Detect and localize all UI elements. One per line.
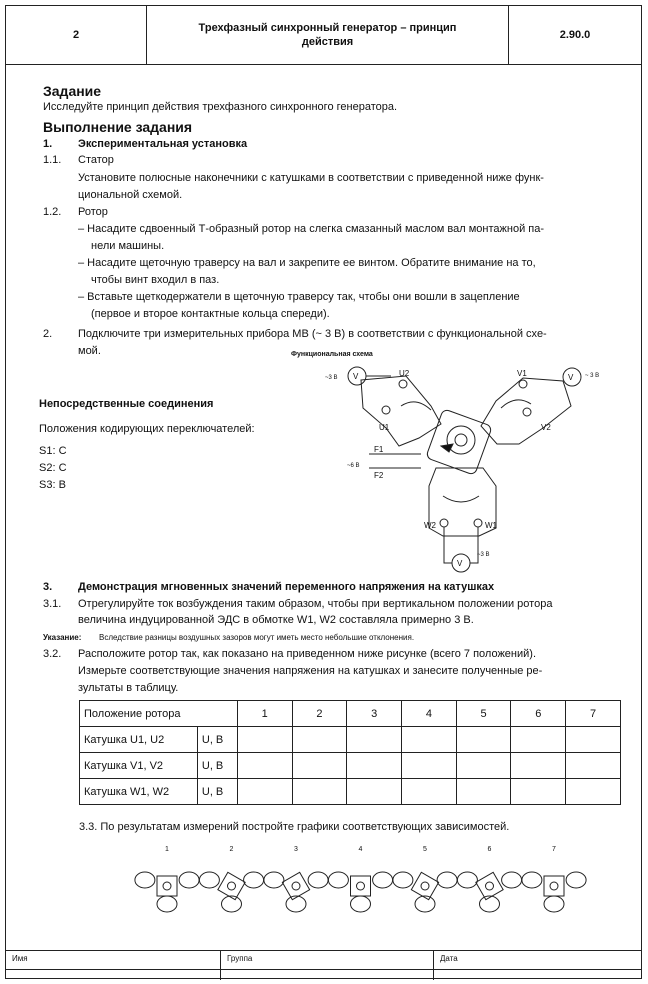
pole-v [481,378,571,444]
switch-caption: Положения кодирующих переключателей: [39,423,255,435]
worksheet-page [5,5,642,979]
pole-u [361,376,441,446]
section-1-number: 1. [43,138,53,150]
table-col-header: 7 [566,701,621,727]
table-col-header: 2 [292,701,347,727]
measurement-table [79,700,621,805]
label-w2: W2 [424,521,436,530]
rotor-step-3: – Вставьте щеткодержатели в щеточную траверсу так, чтобы они вошли в зацепление [78,291,520,303]
page-header [6,6,641,65]
rotor-position-number: 6 [487,846,492,853]
rotor-position-number: 4 [358,846,363,853]
section-2-text-cont: мой. [78,345,101,357]
table-cell[interactable] [347,727,402,753]
table-cell[interactable] [292,779,347,805]
voltmeter-right [563,368,599,386]
table-cell[interactable] [402,753,457,779]
rotor-position-figure [135,846,199,912]
rotor-position-number: 5 [423,846,427,853]
footer-name-field[interactable] [6,970,221,980]
section-3-2-text-end: зультаты в таблицу. [78,682,179,694]
table-cell[interactable] [292,727,347,753]
rotor-position-number: 3 [294,846,298,853]
lesson-title: Трехфазный синхронный генератор – принцип действия [147,6,509,64]
field-leads [369,454,421,468]
label-f2: F2 [374,471,384,480]
section-3-1-number: 3.1. [43,598,62,610]
footer-name-label: Имя [6,951,221,969]
rotor-position-figure [264,846,328,912]
table-cell[interactable] [237,727,292,753]
table-cell[interactable] [347,779,402,805]
row-unit: U, В [197,753,237,779]
table-cell[interactable] [237,753,292,779]
switch-s2: S2: C [39,462,67,474]
rotor-step-1-cont: нели машины. [91,240,165,252]
section-3-1-text: Отрегулируйте ток возбуждения таким образом, чтобы при вертикальном положении ротора [78,598,553,610]
table-cell[interactable] [347,753,402,779]
table-cell[interactable] [566,727,621,753]
table-cell[interactable] [566,779,621,805]
table-row [80,753,621,779]
row-label: Катушка U1, U2 [80,727,198,753]
footer-date-field[interactable] [434,970,641,980]
table-col-header: 4 [402,701,457,727]
table-cell[interactable] [511,753,566,779]
voltmeter-left [325,367,391,385]
table-header-row [80,701,621,727]
table-cell[interactable] [402,727,457,753]
rotor [426,409,493,476]
row-label: Катушка V1, V2 [80,753,198,779]
section-3-2-text: Расположите ротор так, как показано на приведенном ниже рисунке (всего 7 положений). [78,648,537,660]
table-col-header: 6 [511,701,566,727]
footer-date-label: Дата [440,954,458,963]
row-unit: U, В [197,727,237,753]
note-label: Указание: [43,633,82,642]
rotor-step-3-cont: (первое и второе контактные кольца спереди). [91,308,330,320]
table-cell[interactable] [456,753,511,779]
table-col-header: 5 [456,701,511,727]
rotor-step-1: – Насадите сдвоенный Т-образный ротор на слегка смазанный маслом вал монтажной па- [78,223,545,235]
rotor-position-figure [522,846,586,912]
svg-text:V: V [568,373,574,382]
section-2-text: Подключите три измерительных прибора МВ (~ 3 В) в соответствии с функциональной схе- [78,328,547,340]
section-1-1-number: 1.1. [43,154,62,166]
label-v1: V1 [517,369,527,378]
label-u1: U1 [379,423,390,432]
svg-text:V: V [457,559,463,568]
rotor-position-figure [199,846,263,912]
rotor-position-figure [393,846,457,912]
svg-text:V: V [353,372,359,381]
rotor-position-figure [457,846,521,912]
table-cell[interactable] [456,727,511,753]
section-1-title: Экспериментальная установка [78,138,248,150]
table-cell[interactable] [511,779,566,805]
rotor-position-number: 7 [552,846,556,853]
label-u2: U2 [399,369,410,378]
lesson-code: 2.90.0 [559,29,591,41]
table-col-header: 3 [347,701,402,727]
section-3-1-text-cont: величина индуцированной ЭДС в обмотке W1, W2 составляла примерно 3 В. [78,614,474,626]
section-1-1-title: Статор [78,154,114,166]
table-cell[interactable] [402,779,457,805]
section-3-number: 3. [43,581,53,593]
section-2-number: 2. [43,328,53,340]
task-text: Исследуйте принцип действия трехфазного синхронного генератора. [43,101,398,113]
rotor-position-number: 2 [229,846,234,853]
section-1-2-number: 1.2. [43,206,62,218]
table-col-header: 1 [237,701,292,727]
page-footer [6,950,641,979]
lesson-number: 2 [6,6,147,64]
table-cell[interactable] [456,779,511,805]
field-voltage-label: ~6 В [347,463,360,469]
label-w1: W1 [485,521,497,530]
execution-heading: Выполнение задания [43,119,193,135]
table-row [80,727,621,753]
switch-s3: S3: B [39,479,66,491]
svg-text:~3 В: ~3 В [477,552,490,558]
diagram-title: Функциональная схема [291,351,373,358]
section-1-1-text-cont: циональной схемой. [78,189,183,201]
rotor-step-2: – Насадите щеточную траверсу на вал и закрепите ее винтом. Обратите внимание на то, [78,257,536,269]
svg-text:~ 3 В: ~ 3 В [585,373,600,379]
label-f1: F1 [374,445,384,454]
table-cell[interactable] [237,779,292,805]
table-cell[interactable] [566,753,621,779]
footer-group-field[interactable] [221,970,434,980]
table-row [80,779,621,805]
table-cell[interactable] [292,753,347,779]
switch-s1: S1: C [39,445,67,457]
section-3-3-text: 3.3. По результатам измерений постройте графики соответствующих зависимостей. [79,821,510,833]
label-v2: V2 [541,423,551,432]
row-label: Катушка W1, W2 [80,779,198,805]
rotor-step-2-cont: чтобы винт входил в паз. [91,274,220,286]
section-3-title: Демонстрация мгновенных значений переменного напряжения на катушках [78,581,495,593]
connections-heading: Непосредственные соединения [39,398,214,410]
row-unit: U, В [197,779,237,805]
section-1-2-title: Ротор [78,206,108,218]
section-3-2-text-cont: Измерьте соответствующие значения напряжения на катушках и занесите полученные ре- [78,665,543,677]
svg-text:~3 В: ~3 В [325,375,338,381]
functional-diagram [291,346,621,576]
table-cell[interactable] [511,727,566,753]
table-head-label: Положение ротора [80,701,238,727]
rotor-positions-figure [131,842,601,914]
note-text: Вследствие разницы воздушных зазоров могут иметь место небольшие отклонения. [99,633,415,642]
footer-group-label: Группа [221,951,434,969]
rotor-position-number: 1 [165,846,169,853]
task-heading: Задание [43,83,102,99]
section-1-1-text: Установите полюсные наконечники с катушками в соответствии с приведенной ниже функ- [78,172,544,184]
section-3-2-number: 3.2. [43,648,62,660]
rotor-position-figure [328,846,392,912]
